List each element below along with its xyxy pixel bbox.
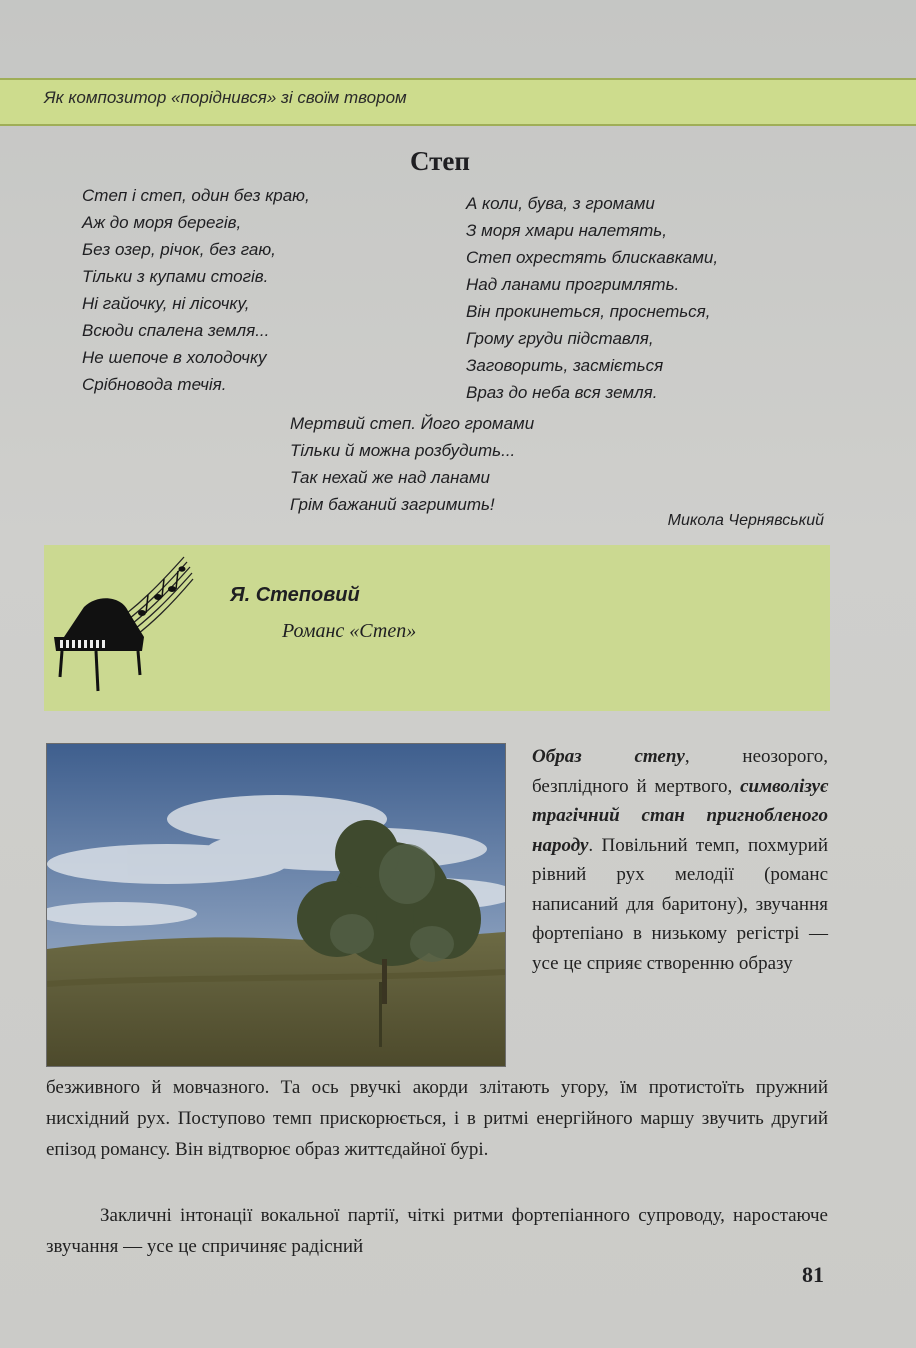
paragraph-continuation: безживного й мовчазного. Та ось рвучкі акорди злітають угору, їм протистоїть пружний нисхідний рух. Поступово темп прискорюється, і в ритмі енергійного маршу звучить другий епізод романсу. Він відтворює образ життєдайної бурі. <box>46 1077 828 1160</box>
paragraph-final: Закличні інтонації вокальної партії, чіткі ритми фортепіанного супроводу, наростаюче звучання — усе це спричиняє радісний <box>46 1205 828 1257</box>
poem-line: Мертвий степ. Його громами <box>290 414 535 433</box>
poem-line: Тільки й можна розбудить... <box>290 441 516 460</box>
poem-line: Грому груди підставля, <box>466 329 654 348</box>
poem-line: Над ланами прогримлять. <box>466 275 680 294</box>
poem-title: Степ <box>410 146 470 176</box>
poem-stanza-right <box>466 190 718 406</box>
poem-line: А коли, бува, з громами <box>466 194 655 213</box>
poem-line: Грім бажаний загримить! <box>290 495 495 514</box>
poem-line: Враз до неба вся земля. <box>466 383 658 402</box>
poem-line: Степ і степ, один без краю, <box>82 186 310 205</box>
paragraph-steppe-image <box>532 742 828 978</box>
body-text: . Повільний темп, похмурий рівний рух мелодії (романс написаний для баритону), звучання фортепіано в низькому регістрі — усе це сприяє створенню образу <box>532 834 828 974</box>
poem-stanza-left <box>82 182 310 398</box>
poem-line: Він прокинеться, проснеться, <box>466 302 711 321</box>
poem-line: Без озер, річок, без гаю, <box>82 240 276 259</box>
page-number: 81 <box>802 1262 824 1287</box>
poem-line: Ні гайочку, ні лісочку, <box>82 294 250 313</box>
poem-line: Степ охрестять блискавками, <box>466 248 719 267</box>
emphasis-text: Образ степу <box>532 746 685 767</box>
poem-line: Аж до моря берегів, <box>82 213 242 232</box>
chapter-header-title: Як композитор «поріднився» зі своїм твором <box>44 88 407 107</box>
poem-line: Заговорить, засміється <box>466 356 664 375</box>
poem-line: Всюди спалена земля... <box>82 321 270 340</box>
piano-with-notes-icon <box>44 545 194 695</box>
body-text: , неозорого, безплідного й мертвого, <box>532 746 828 797</box>
poem-line: Так нехай же над ланами <box>290 468 490 487</box>
work-title: Романс «Степ» <box>282 620 417 642</box>
emphasis-text: символізує трагічний стан пригнобленого народу <box>532 775 828 856</box>
steppe-tree-photo <box>46 743 506 1067</box>
poem-line: Тільки з купами стогів. <box>82 267 269 286</box>
poem-line: Срібновода течія. <box>82 375 227 394</box>
poem-line: З моря хмари налетять, <box>466 221 667 240</box>
poem-stanza-final <box>290 410 534 518</box>
poem-author: Микола Чернявський <box>667 512 824 529</box>
composer-name: Я. Степовий <box>230 584 360 606</box>
poem-line: Не шепоче в холодочку <box>82 348 267 367</box>
